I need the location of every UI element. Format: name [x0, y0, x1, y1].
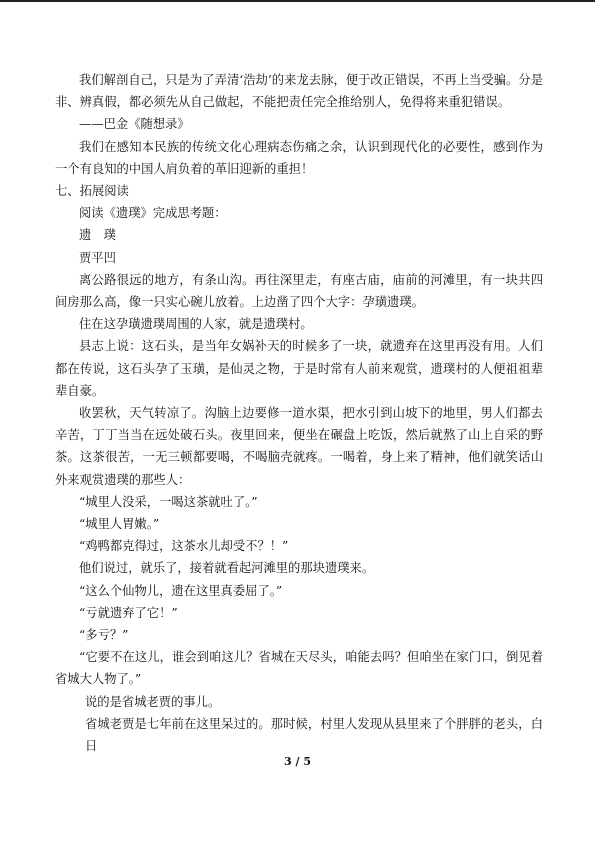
dialogue-line: “城里人胃嫩。”	[79, 517, 160, 532]
paragraph: 他们说过，就乐了，接着就看起河滩里的那块遗璞来。	[79, 561, 375, 576]
paragraph: 收罢秋，天气转凉了。沟脑上边要修一道水渠，把水引到山坡下的地里，男人们都去辛苦，丁丁当当在远处破石头。夜里回来，便坐在碾盘上吃饭，然后就熬了山上自采的野茶。这茶很苦，一无三顿都要喝，不喝脑壳就疼。一喝着，身上来了精神，他们就笑话山外来观赏遗璞的那些人：	[55, 406, 543, 487]
paragraph: 说的是省城老贾的事儿。	[85, 694, 221, 709]
top-border-line	[0, 0, 595, 2]
paragraph: 住在这孕璜遗璞周围的人家，就是遗璞村。	[79, 317, 313, 332]
paragraph: 我们解剖自己，只是为了弄清‘浩劫’的来龙去脉，便于改正错误，不再上当受骗。分是非、辨真假，都必须先从自己做起，不能把责任完全推给别人，免得将来重犯错误。	[55, 73, 543, 110]
paragraph: 我们在感知本民族的传统文化心理病态伤痛之余，认识到现代化的必要性，感到作为一个有良知的中国人肩负着的革旧迎新的重担！	[55, 139, 543, 176]
page-number: 3 / 5	[284, 755, 311, 768]
citation-line: ——巴金《随想录》	[79, 117, 190, 132]
document-body	[55, 69, 543, 757]
dialogue-line: “城里人没采，一喝这茶就吐了。”	[79, 494, 258, 509]
story-author: 贾平凹	[79, 250, 116, 265]
paragraph: 离公路很远的地方，有条山沟。再往深里走，有座古庙，庙前的河滩里，有一块共四间房那么高，像一只实心碗儿放着。上边凿了四个大字：孕璜遗璞。	[55, 272, 543, 310]
paragraph: 省城老贾是七年前在这里呆过的。那时候，村里人发现从县里来了个胖胖的老头，白日	[85, 716, 543, 754]
dialogue-line: “亏就遗弃了它！”	[79, 605, 178, 620]
instruction-line: 阅读《遗璞》完成思考题：	[79, 206, 227, 221]
story-title: 遗 璞	[79, 228, 116, 243]
paragraph: 县志上说：这石头，是当年女娲补天的时候多了一块，就遗弃在这里再没有用。人们都在传说，这石头孕了玉璜，是仙灵之物，于是时常有人前来观赏，遗璞村的人便祖祖辈辈自豪。	[55, 339, 543, 398]
section-heading: 七、拓展阅读	[55, 184, 129, 199]
dialogue-line: “它要不在这儿，谁会到咱这儿？省城在天尽头，咱能去吗？但咱坐在家门口，倒见着省城大人物了。”	[55, 650, 543, 687]
dialogue-line: “这么个仙物儿，遗在这里真委屈了。”	[79, 583, 283, 598]
dialogue-line: “多亏？”	[79, 628, 129, 643]
dialogue-line: “鸡鸭都克得过，这茶水儿却受不？！”	[79, 539, 289, 554]
